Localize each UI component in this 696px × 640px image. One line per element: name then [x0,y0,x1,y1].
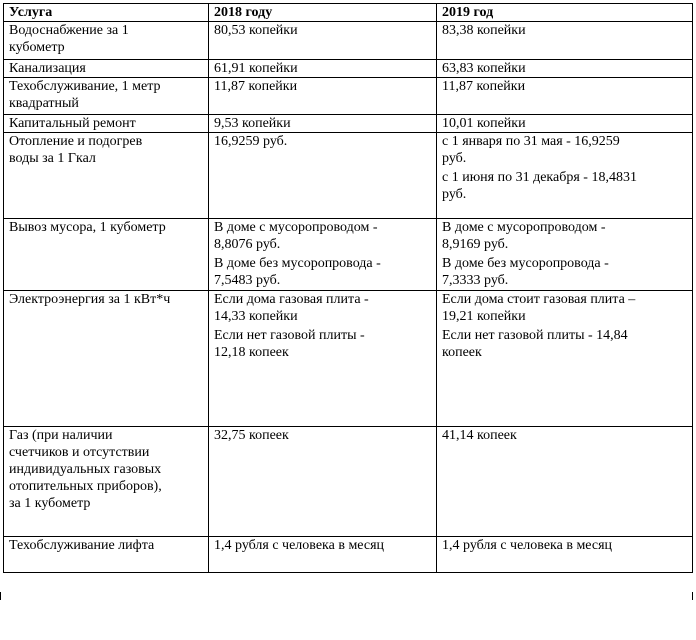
cell-line: В доме с мусоропроводом - [214,220,378,235]
cell-line: 11,87 копейки [442,79,526,94]
cell-line: 14,33 копейки [214,309,298,324]
cell-line: с 1 января по 31 мая - 16,9259 [442,134,620,149]
cell-line: 8,8076 руб. [214,237,281,252]
cell-line: Электроэнергия за 1 кВт*ч [9,292,171,307]
cell-line: 83,38 копейки [442,23,526,38]
cell-line: 19,21 копейки [442,309,526,324]
cell-service [4,78,209,115]
header-row [4,4,693,22]
cell-service [4,133,209,219]
cell-2019 [437,22,693,60]
cell-2019 [437,78,693,115]
table-row [4,537,693,573]
cell-line: 41,14 копеек [442,428,517,443]
cell-line: В доме с мусоропроводом - [442,220,606,235]
cell-service [4,115,209,133]
cell-2019 [437,537,693,573]
cell-line: Если нет газовой плиты - [214,328,365,343]
cell-line: квадратный [9,96,79,111]
cell-line: руб. [442,151,467,166]
cell-line: 1,4 рубля с человека в месяц [214,538,385,553]
table-row [4,291,693,427]
table-row [4,60,693,78]
cell-line: кубометр [9,40,65,55]
cell-line: с 1 июня по 31 декабря - 18,4831 [442,170,637,185]
page-edge-left [0,592,3,600]
cell-2018 [209,219,437,291]
cell-line: 16,9259 руб. [214,134,288,149]
header-service: Услуга [4,4,209,22]
cell-2019 [437,60,693,78]
cell-service [4,22,209,60]
cell-service [4,427,209,537]
cell-line: Если дома газовая плита - [214,292,369,307]
cell-service [4,537,209,573]
cell-line: 12,18 копеек [214,345,289,360]
cell-line: Водоснабжение за 1 [9,23,129,38]
cell-2019 [437,219,693,291]
cell-line: отопительных приборов), [9,479,162,494]
cell-line: Если дома стоит газовая плита – [442,292,636,307]
cell-line: Техобслуживание лифта [9,538,155,553]
cell-line: 32,75 копеек [214,428,289,443]
cell-line: 11,87 копейки [214,79,298,94]
cell-line: 7,3333 руб. [442,273,509,288]
cell-2019 [437,427,693,537]
cell-line: Газ (при наличии [9,428,113,443]
cell-line: 7,5483 руб. [214,273,281,288]
cell-line: воды за 1 Гкал [9,151,96,166]
tariffs-table [3,3,693,573]
cell-line: Капитальный ремонт [9,116,136,131]
cell-2018 [209,133,437,219]
cell-2018 [209,537,437,573]
cell-2018 [209,60,437,78]
table-row [4,133,693,219]
header-2018: 2018 году [209,4,437,22]
cell-line: руб. [442,187,467,202]
cell-2018 [209,291,437,427]
cell-line: В доме без мусоропровода - [214,256,381,271]
cell-service [4,219,209,291]
cell-service [4,60,209,78]
cell-line: В доме без мусоропровода - [442,256,609,271]
cell-line: 61,91 копейки [214,61,298,76]
cell-line: Вывоз мусора, 1 кубометр [9,220,166,235]
cell-line: 80,53 копейки [214,23,298,38]
cell-line: Если нет газовой плиты - 14,84 [442,328,628,343]
header-2019: 2019 год [437,4,693,22]
table-row [4,219,693,291]
cell-line: 10,01 копейки [442,116,526,131]
page-edge-right [692,592,695,600]
cell-2018 [209,427,437,537]
cell-2019 [437,133,693,219]
cell-2018 [209,22,437,60]
table-row [4,427,693,537]
cell-line: 9,53 копейки [214,116,291,131]
cell-2018 [209,115,437,133]
table-row [4,22,693,60]
cell-2019 [437,115,693,133]
cell-line: Техобслуживание, 1 метр [9,79,161,94]
cell-service [4,291,209,427]
cell-2019 [437,291,693,427]
cell-line: 63,83 копейки [442,61,526,76]
cell-line: копеек [442,345,482,360]
cell-line: за 1 кубометр [9,496,91,511]
cell-line: Канализация [9,61,86,76]
table-row [4,115,693,133]
cell-line: 8,9169 руб. [442,237,509,252]
cell-line: Отопление и подогрев [9,134,143,149]
cell-2018 [209,78,437,115]
cell-line: 1,4 рубля с человека в месяц [442,538,613,553]
table-row [4,78,693,115]
cell-line: индивидуальных газовых [9,462,162,477]
cell-line: счетчиков и отсутствии [9,445,150,460]
